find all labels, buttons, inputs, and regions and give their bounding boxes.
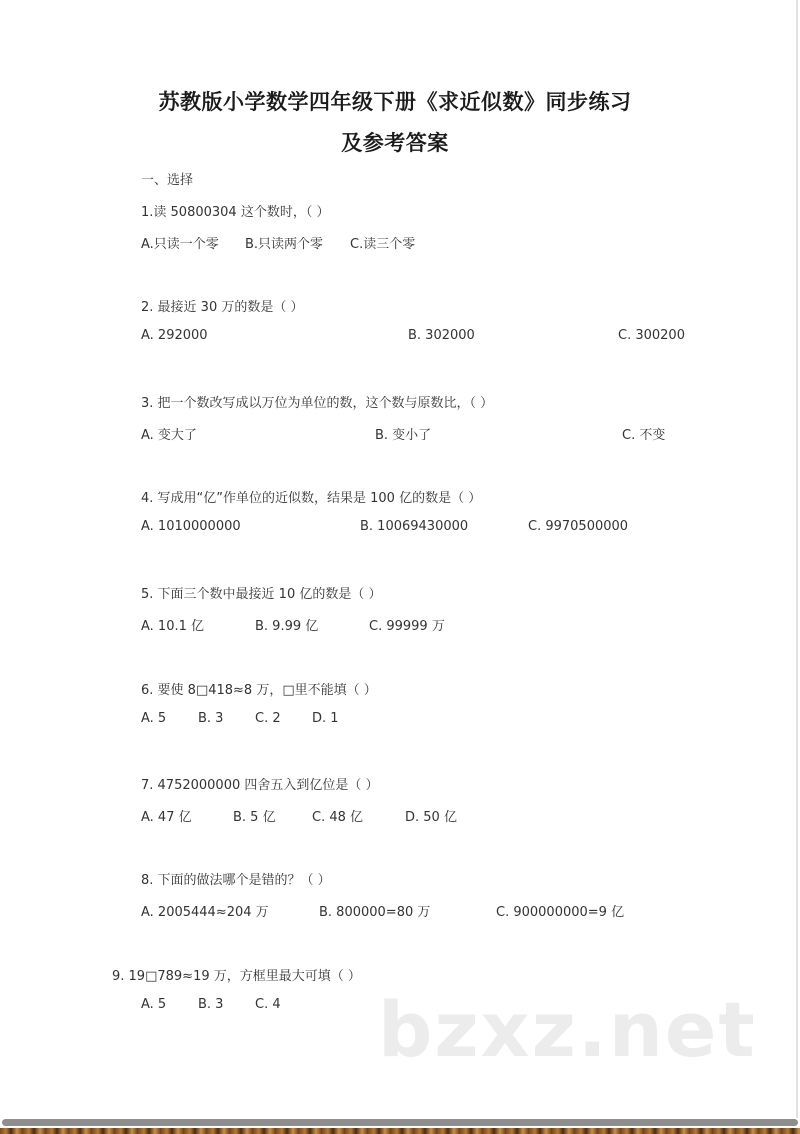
q9-option-a: A. 5: [141, 997, 167, 1012]
question-1: 1.读 50800304 这个数时，（ ）: [141, 205, 330, 220]
page-edge: [796, 0, 798, 1118]
question-7: 7. 4752000000 四舍五入到亿位是（ ）: [141, 778, 379, 793]
watermark: bzxz.net: [378, 985, 757, 1074]
q3-option-c: C. 不变: [622, 428, 666, 443]
horizontal-scrollbar[interactable]: [2, 1119, 798, 1126]
section-heading: 一、选择: [141, 173, 194, 188]
q1-option-c: C.读三个零: [350, 237, 416, 252]
q8-option-a: A. 2005444≈204 万: [141, 905, 269, 920]
q5-option-b: B. 9.99 亿: [255, 619, 319, 634]
q2-option-a: A. 292000: [141, 328, 208, 343]
question-4: 4. 写成用“亿”作单位的近似数，结果是 100 亿的数是（ ）: [141, 491, 482, 506]
q8-option-b: B. 800000=80 万: [319, 905, 431, 920]
q4-option-c: C. 9970500000: [528, 519, 629, 534]
q2-option-c: C. 300200: [618, 328, 685, 343]
q6-option-d: D. 1: [312, 711, 339, 726]
q7-option-c: C. 48 亿: [312, 810, 364, 825]
q7-option-a: A. 47 亿: [141, 810, 192, 825]
question-9: 9. 19□789≈19 万，方框里最大可填（ ）: [112, 969, 361, 984]
question-6: 6. 要使 8□418≈8 万，□里不能填（ ）: [141, 683, 377, 698]
q8-option-c: C. 900000000=9 亿: [496, 905, 625, 920]
q6-option-c: C. 2: [255, 711, 281, 726]
document-subtitle: 及参考答案: [341, 131, 449, 155]
question-5: 5. 下面三个数中最接近 10 亿的数是（ ）: [141, 587, 382, 602]
q7-option-d: D. 50 亿: [405, 810, 457, 825]
question-3: 3. 把一个数改写成以万位为单位的数，这个数与原数比，（ ）: [141, 396, 494, 411]
q5-option-c: C. 99999 万: [369, 619, 445, 634]
q1-option-b: B.只读两个零: [245, 237, 324, 252]
document-title: 苏教版小学数学四年级下册《求近似数》同步练习: [158, 90, 632, 114]
question-8: 8. 下面的做法哪个是错的？（ ）: [141, 873, 331, 888]
background-strip: [0, 1128, 800, 1134]
q3-option-b: B. 变小了: [375, 428, 432, 443]
question-2: 2. 最接近 30 万的数是（ ）: [141, 300, 304, 315]
q2-option-b: B. 302000: [408, 328, 475, 343]
q4-option-a: A. 1010000000: [141, 519, 241, 534]
q1-option-a: A.只读一个零: [141, 237, 219, 252]
q4-option-b: B. 10069430000: [360, 519, 469, 534]
q5-option-a: A. 10.1 亿: [141, 619, 205, 634]
q6-option-b: B. 3: [198, 711, 224, 726]
q6-option-a: A. 5: [141, 711, 167, 726]
q3-option-a: A. 变大了: [141, 428, 197, 443]
q7-option-b: B. 5 亿: [233, 810, 276, 825]
q9-option-c: C. 4: [255, 997, 281, 1012]
q9-option-b: B. 3: [198, 997, 224, 1012]
